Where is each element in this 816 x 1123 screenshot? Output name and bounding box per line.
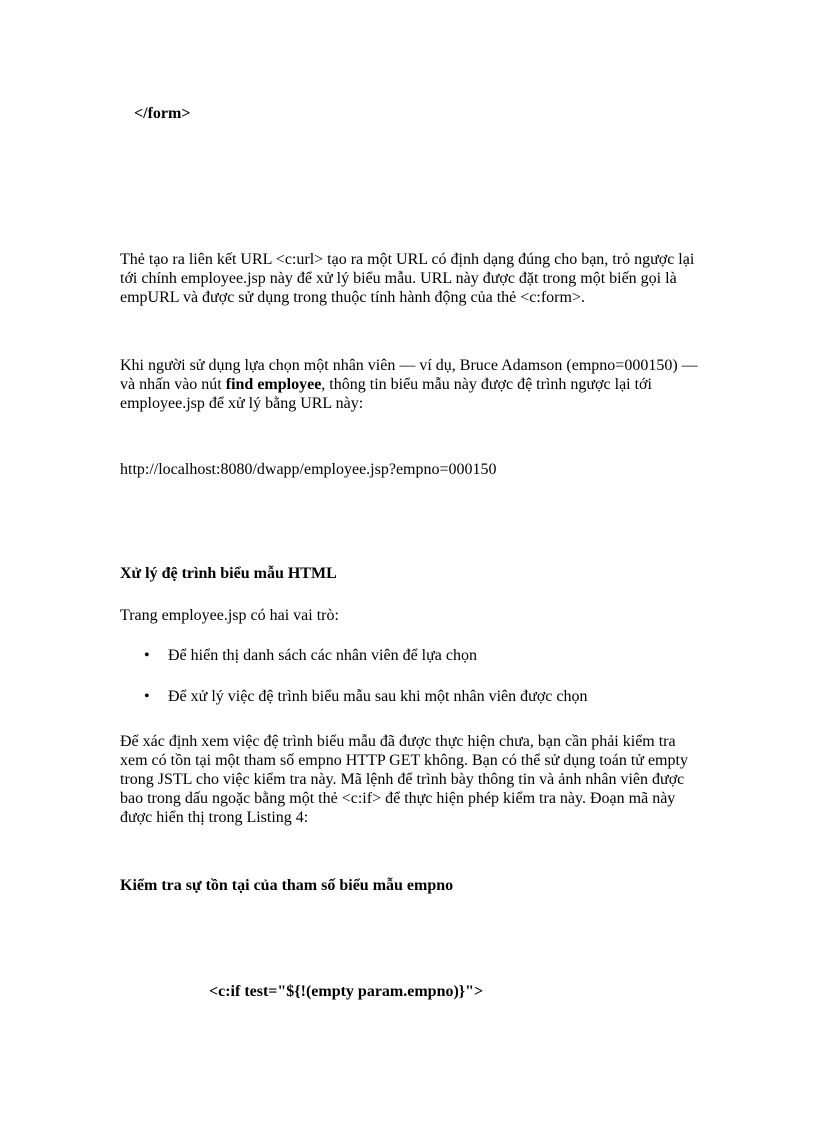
bullet-icon: • — [144, 688, 150, 705]
paragraph-find-employee-end: , thông tin biểu mẫu này được đệ trình ngược lại tới employee.jsp để xử lý bằng URL này: — [120, 376, 652, 412]
bullet-icon: • — [144, 647, 150, 664]
paragraph-submission-check: Để xác định xem việc đệ trình biểu mẫu đã được thực hiện chưa, bạn cần phải kiểm tra xem có tồn tại một tham số empno HTTP GET không. Bạn có thể sử dụng toán tử empty trong JSTL cho việc kiểm tra này. Mã lệnh để trình bày thông tin và ảnh nhân viên được bao trong dấu ngoặc bằng một thẻ <c:if> để thực hiện phép kiểm tra này. Đoạn mã này được hiển thị trong Listing 4: — [120, 733, 688, 826]
section-heading-empno-check: Kiểm tra sự tồn tại của tham số biểu mẫu empno — [120, 877, 454, 894]
paragraph-roles-intro: Trang employee.jsp có hai vai trò: — [120, 607, 339, 624]
roles-list — [120, 646, 700, 706]
list-item — [120, 646, 700, 665]
list-item-text: Để xử lý việc đệ trình biểu mẫu sau khi một nhân viên được chọn — [168, 688, 588, 705]
paragraph-url-tag: Thẻ tạo ra liên kết URL <c:url> tạo ra một URL có định dạng đúng cho bạn, trỏ ngược lại tới chính employee.jsp này để xử lý biểu mẫu. URL này được đặt trong một biến gọi là empURL và được sử dụng trong thuộc tính hành động của thẻ <c:form>. — [120, 251, 695, 306]
find-employee-label: find employee — [225, 376, 322, 393]
code-if-test: <c:if test="${!(empty param.empno)}"> — [209, 983, 484, 1000]
paragraph-find-employee-start: Khi người sử dụng lựa chọn một nhân viên — ví dụ, Bruce Adamson (empno=000150) — và nhấn vào nút — [120, 357, 698, 393]
list-item-text: Để hiển thị danh sách các nhân viên để lựa chọn — [168, 647, 477, 664]
list-item — [120, 687, 700, 706]
section-heading-form-processing: Xử lý đệ trình biểu mẫu HTML — [120, 565, 337, 582]
example-url: http://localhost:8080/dwapp/employee.jsp?empno=000150 — [120, 461, 497, 478]
code-close-form: </form> — [134, 105, 191, 122]
paragraph-find-employee — [120, 356, 700, 413]
